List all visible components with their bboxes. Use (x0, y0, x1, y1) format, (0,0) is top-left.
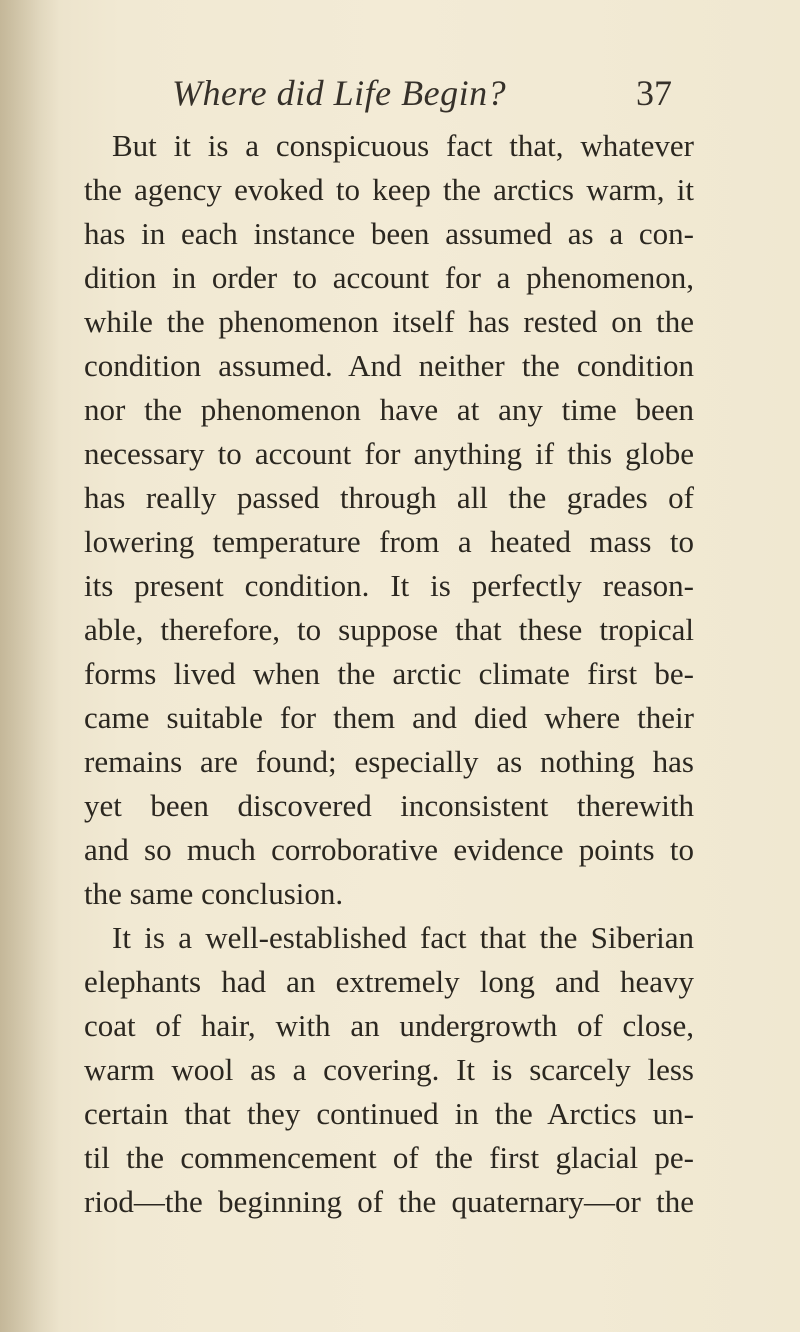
text-line: necessary to account for anything if this globe (84, 436, 694, 471)
text-line: coat of hair, with an undergrowth of close, (84, 1008, 694, 1043)
page-number: 37 (636, 73, 672, 113)
text-line: til the commencement of the first glacial pe- (84, 1140, 694, 1175)
text-line: has in each instance been assumed as a con- (84, 216, 694, 251)
text-line: able, therefore, to suppose that these tropical (84, 612, 694, 647)
text-line: condition assumed. And neither the condition (84, 348, 694, 383)
text-line: But it is a conspicuous fact that, whatever (112, 128, 694, 163)
text-line: the same conclusion. (84, 876, 344, 911)
text-line: forms lived when the arctic climate first be- (84, 656, 694, 691)
text-line: its present condition. It is perfectly reason- (84, 568, 694, 603)
text-line: and so much corroborative evidence points to (84, 832, 694, 867)
text-line: has really passed through all the grades of (84, 480, 694, 515)
running-head (0, 60, 800, 120)
text-line: remains are found; especially as nothing has (84, 744, 694, 779)
body-text (84, 124, 694, 1224)
text-line: certain that they continued in the Arctics un- (84, 1096, 694, 1131)
text-line: lowering temperature from a heated mass to (84, 524, 694, 559)
text-line: warm wool as a covering. It is scarcely less (84, 1052, 694, 1087)
text-line: yet been discovered inconsistent therewith (84, 788, 694, 823)
text-line: It is a well-established fact that the Siberian (112, 920, 694, 955)
running-title: Where did Life Begin? (172, 73, 507, 113)
text-line: the agency evoked to keep the arctics warm, it (84, 172, 694, 207)
text-line: came suitable for them and died where their (84, 700, 694, 735)
text-line: riod—the beginning of the quaternary—or the (84, 1184, 694, 1219)
text-line: elephants had an extremely long and heavy (84, 964, 694, 999)
text-line: dition in order to account for a phenomenon, (84, 260, 694, 295)
text-line: while the phenomenon itself has rested on the (84, 304, 694, 339)
gutter-shadow (0, 0, 60, 1332)
text-line: nor the phenomenon have at any time been (84, 392, 694, 427)
